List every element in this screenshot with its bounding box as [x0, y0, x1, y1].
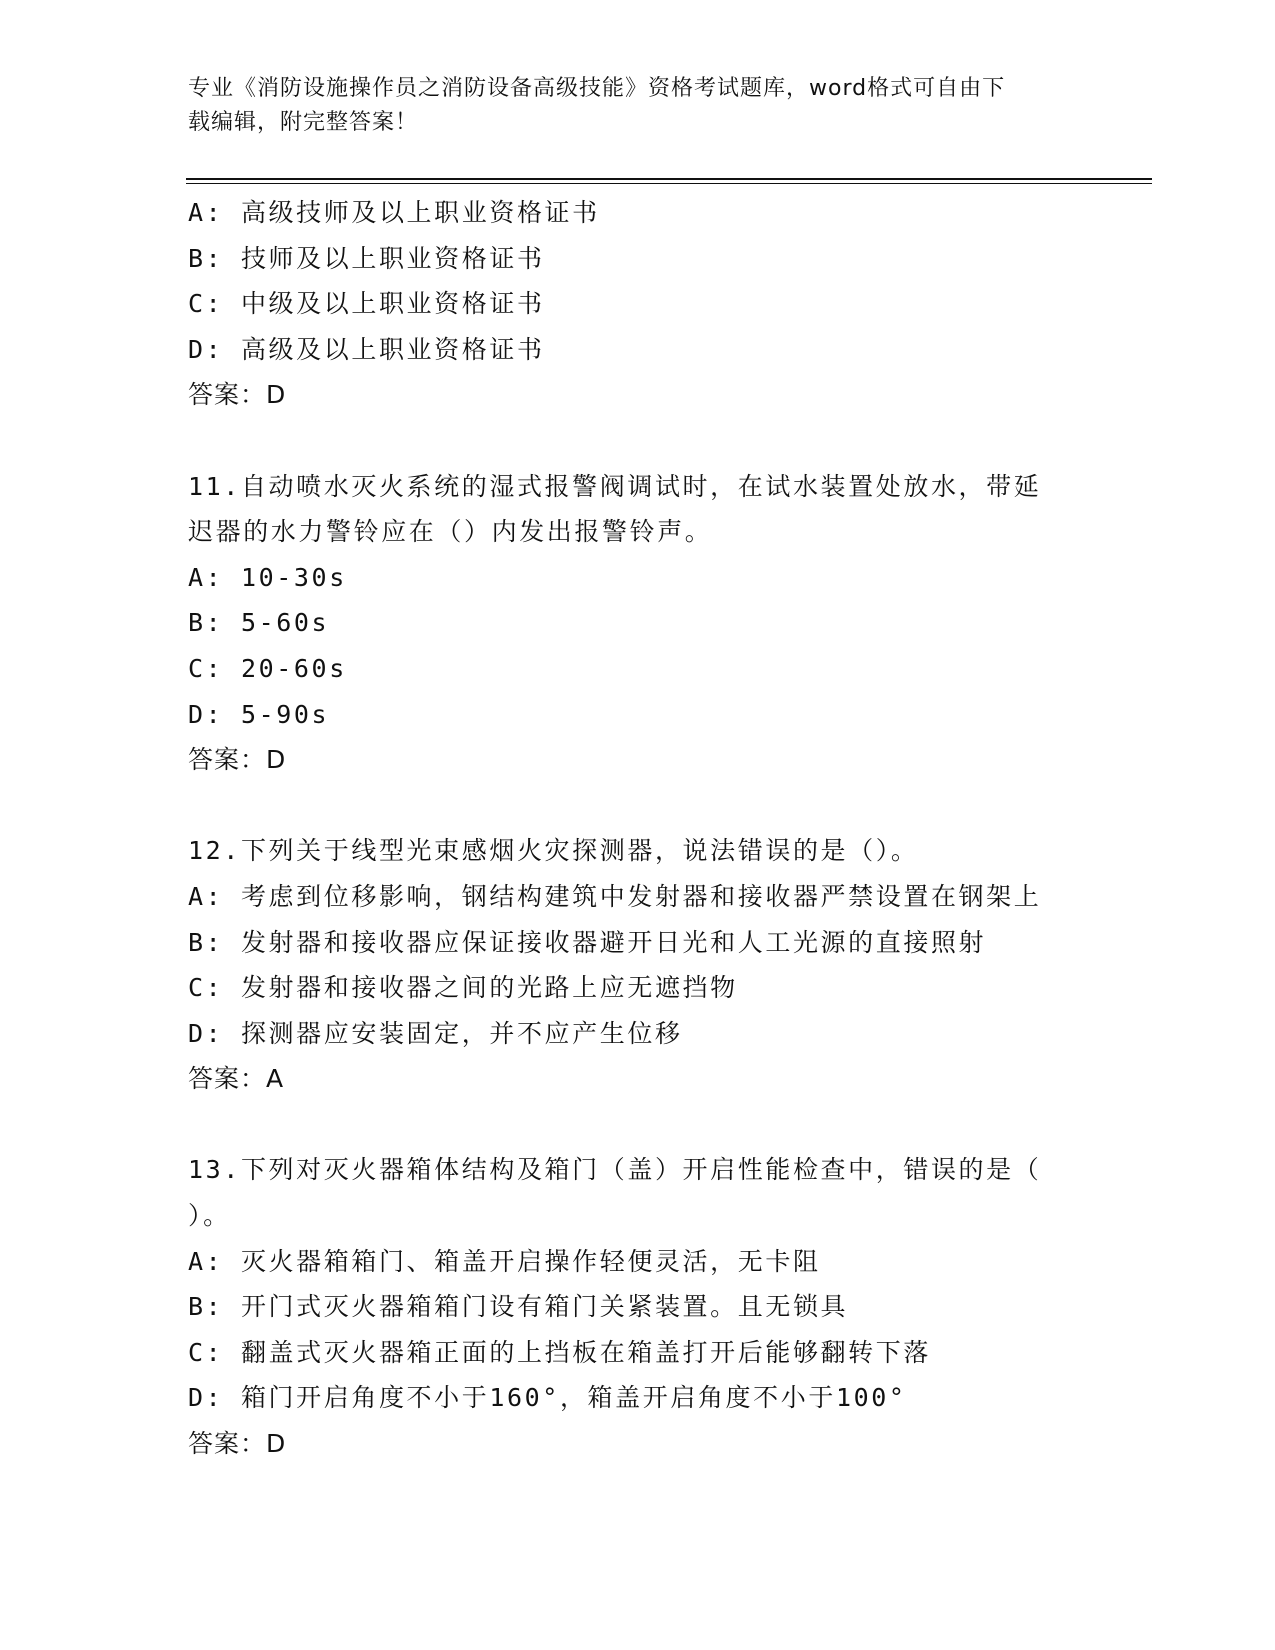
option-c: C: 发射器和接收器之间的光路上应无遮挡物	[188, 973, 738, 1003]
question-12	[188, 828, 1088, 1102]
header-divider-thin	[186, 183, 1152, 184]
option-c: C: 翻盖式灭火器箱正面的上挡板在箱盖打开后能够翻转下落	[188, 1337, 931, 1367]
option-a: A: 10-30s	[188, 562, 347, 592]
header-line-1: 专业《消防设施操作员之消防设备高级技能》资格考试题库，word格式可自由下	[188, 76, 1006, 101]
option-b: B: 技师及以上职业资格证书	[188, 243, 545, 273]
question-stem: 13.下列对灭火器箱体结构及箱门（盖）开启性能检查中，错误的是（	[188, 1155, 1042, 1185]
answer: 答案：D	[188, 1429, 287, 1459]
option-d: D: 探测器应安装固定，并不应产生位移	[188, 1018, 683, 1048]
question-11	[188, 464, 1088, 783]
option-c: C: 20-60s	[188, 653, 347, 683]
question-stem: 12.下列关于线型光束感烟火灾探测器，说法错误的是（）。	[188, 836, 919, 866]
option-a: A: 考虑到位移影响，钢结构建筑中发射器和接收器严禁设置在钢架上	[188, 881, 1042, 911]
question-stem: ）。	[188, 1201, 231, 1231]
option-a: A: 灭火器箱箱门、箱盖开启操作轻便灵活，无卡阻	[188, 1246, 821, 1276]
option-a: A: 高级技师及以上职业资格证书	[188, 198, 600, 227]
document-header	[188, 72, 1088, 140]
option-b: B: 开门式灭火器箱箱门设有箱门关紧装置。且无锁具	[188, 1292, 849, 1322]
option-b: B: 5-60s	[188, 608, 330, 638]
option-d: D: 箱门开启角度不小于160°，箱盖开启角度不小于100°	[188, 1383, 907, 1413]
header-divider-thick	[186, 178, 1152, 180]
question-10	[188, 190, 1088, 418]
option-c: C: 中级及以上职业资格证书	[188, 289, 545, 319]
question-13	[188, 1147, 1088, 1466]
spacer	[188, 783, 1088, 829]
spacer	[188, 418, 1088, 464]
answer: 答案：D	[188, 745, 287, 775]
header-line-2: 载编辑，附完整答案！	[188, 110, 419, 135]
answer: 答案：D	[188, 380, 287, 410]
option-b: B: 发射器和接收器应保证接收器避开日光和人工光源的直接照射	[188, 927, 987, 957]
option-d: D: 5-90s	[188, 699, 330, 729]
question-list	[188, 190, 1088, 1467]
question-stem: 11.自动喷水灭火系统的湿式报警阀调试时，在试水装置处放水，带延	[188, 471, 1042, 501]
answer: 答案：A	[188, 1064, 285, 1094]
question-stem: 迟器的水力警铃应在（）内发出报警铃声。	[188, 517, 713, 547]
option-d: D: 高级及以上职业资格证书	[188, 334, 545, 364]
spacer	[188, 1102, 1088, 1148]
